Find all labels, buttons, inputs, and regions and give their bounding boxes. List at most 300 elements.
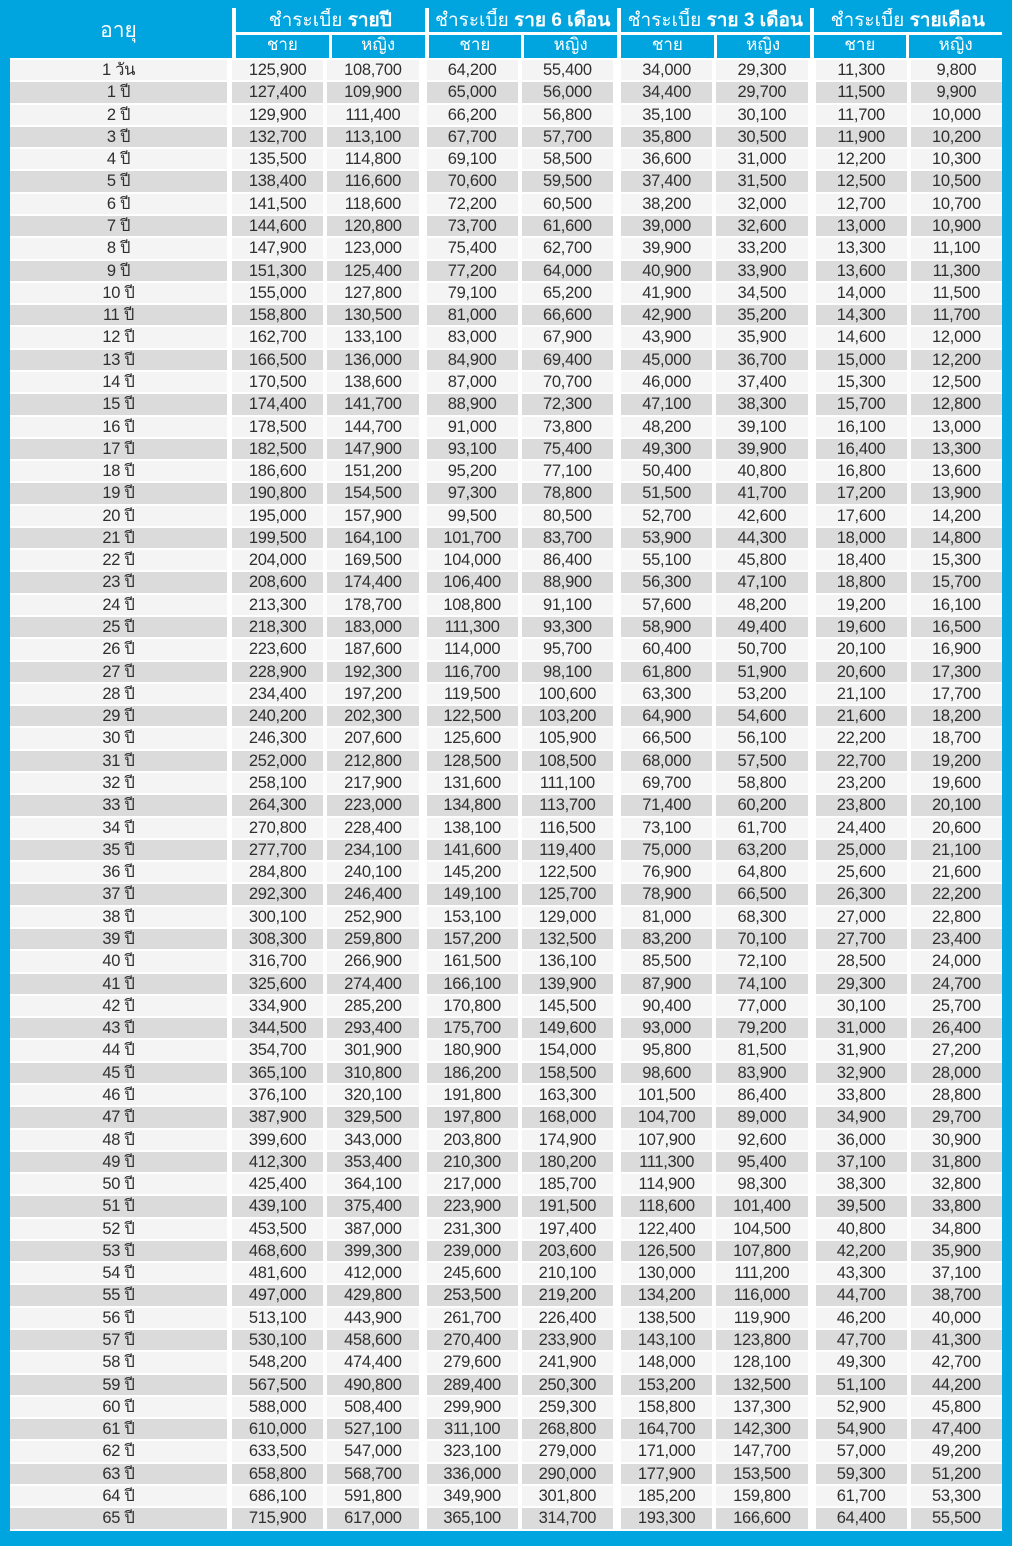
group-title-bold: ราย 3 เดือน: [706, 10, 803, 31]
premium-cell-male: 28,500: [816, 951, 907, 971]
group-cells: [816, 1241, 1003, 1261]
premium-cell-female: 147,900: [327, 439, 418, 459]
age-cell: 64 ปี: [10, 1486, 227, 1506]
premium-cell-male: 158,800: [621, 1397, 712, 1417]
group-cells: [621, 951, 808, 971]
group-header-monthly: [810, 8, 1003, 58]
premium-cell-female: 10,900: [911, 216, 1002, 236]
premium-cell-male: 47,700: [816, 1330, 907, 1350]
premium-cell-female: 42,700: [911, 1352, 1002, 1372]
premium-cell-male: 138,400: [232, 171, 323, 191]
premium-cell-female: 192,300: [327, 662, 418, 682]
premium-cell-male: 125,600: [427, 728, 518, 748]
premium-cell-female: 241,900: [522, 1352, 613, 1372]
premium-cell-female: 12,000: [911, 327, 1002, 347]
premium-cell-female: 180,200: [522, 1152, 613, 1172]
premium-cell-male: 279,600: [427, 1352, 518, 1372]
group-cells: [427, 1263, 614, 1283]
premium-cell-male: 19,600: [816, 617, 907, 637]
group-cells: [816, 350, 1003, 370]
table-row: [10, 1285, 1002, 1305]
premium-cell-male: 49,300: [816, 1352, 907, 1372]
premium-cell-male: 51,500: [621, 483, 712, 503]
premium-cell-female: 217,900: [327, 773, 418, 793]
premium-cell-male: 101,700: [427, 528, 518, 548]
premium-cell-female: 10,500: [911, 171, 1002, 191]
premium-cell-male: 182,500: [232, 439, 323, 459]
male-column-header: ชาย: [459, 35, 491, 54]
age-cell: 54 ปี: [10, 1263, 227, 1283]
group-cells: [816, 1397, 1003, 1417]
premium-cell-male: 90,400: [621, 996, 712, 1016]
premium-cell-female: 154,000: [522, 1040, 613, 1060]
group-cells: [621, 238, 808, 258]
group-cells: [816, 483, 1003, 503]
premium-cell-male: 52,700: [621, 506, 712, 526]
premium-cell-female: 136,100: [522, 951, 613, 971]
premium-cell-female: 108,700: [327, 60, 418, 80]
age-cell: 37 ปี: [10, 884, 227, 904]
premium-cell-male: 412,300: [232, 1152, 323, 1172]
premium-cell-female: 19,600: [911, 773, 1002, 793]
premium-cell-female: 10,000: [911, 105, 1002, 125]
premium-cell-female: 250,300: [522, 1375, 613, 1395]
premium-cell-female: 226,400: [522, 1308, 613, 1328]
premium-cell-female: 69,400: [522, 350, 613, 370]
group-cells: [232, 1285, 419, 1305]
premium-cell-female: 154,500: [327, 483, 418, 503]
premium-cell-female: 41,700: [716, 483, 807, 503]
premium-cell-male: 11,300: [816, 60, 907, 80]
premium-cell-female: 164,100: [327, 528, 418, 548]
premium-cell-female: 11,500: [911, 283, 1002, 303]
premium-cell-male: 715,900: [232, 1508, 323, 1528]
group-cells: [232, 884, 419, 904]
age-cell: 1 ปี: [10, 82, 227, 102]
premium-cell-male: 253,500: [427, 1285, 518, 1305]
group-cells: [816, 1085, 1003, 1105]
group-cells: [621, 171, 808, 191]
premium-cell-female: 129,000: [522, 907, 613, 927]
group-cells: [816, 394, 1003, 414]
group-cells: [427, 1085, 614, 1105]
group-cells: [232, 639, 419, 659]
age-cell: 41 ปี: [10, 974, 227, 994]
premium-cell-female: 116,600: [327, 171, 418, 191]
premium-cell-male: 35,100: [621, 105, 712, 125]
premium-cell-female: 64,000: [522, 261, 613, 281]
group-cells: [816, 238, 1003, 258]
table-row: [10, 149, 1002, 169]
group-cells: [232, 572, 419, 592]
premium-cell-male: 234,400: [232, 684, 323, 704]
table-row: [10, 1130, 1002, 1150]
premium-cell-male: 81,000: [621, 907, 712, 927]
age-cell: 51 ปี: [10, 1196, 227, 1216]
premium-cell-male: 151,300: [232, 261, 323, 281]
group-cells: [816, 283, 1003, 303]
premium-cell-male: 166,500: [232, 350, 323, 370]
premium-cell-female: 310,800: [327, 1063, 418, 1083]
premium-cell-female: 49,400: [716, 617, 807, 637]
group-cells: [816, 1419, 1003, 1439]
premium-cell-female: 63,200: [716, 840, 807, 860]
group-cells: [232, 617, 419, 637]
premium-cell-female: 31,800: [911, 1152, 1002, 1172]
premium-cell-male: 29,300: [816, 974, 907, 994]
premium-cell-male: 40,900: [621, 261, 712, 281]
premium-cell-male: 161,500: [427, 951, 518, 971]
table-row: [10, 1107, 1002, 1127]
premium-cell-male: 52,900: [816, 1397, 907, 1417]
group-cells: [427, 350, 614, 370]
premium-cell-female: 12,500: [911, 372, 1002, 392]
group-cells: [427, 773, 614, 793]
premium-cell-male: 174,400: [232, 394, 323, 414]
group-cells: [232, 1241, 419, 1261]
group-cells: [427, 572, 614, 592]
premium-cell-female: 301,800: [522, 1486, 613, 1506]
premium-cell-male: 17,600: [816, 506, 907, 526]
premium-cell-female: 157,900: [327, 506, 418, 526]
premium-cell-female: 57,500: [716, 751, 807, 771]
premium-cell-male: 344,500: [232, 1018, 323, 1038]
premium-cell-male: 21,600: [816, 706, 907, 726]
group-cells: [427, 105, 614, 125]
premium-cell-male: 45,000: [621, 350, 712, 370]
age-cell: 14 ปี: [10, 372, 227, 392]
premium-cell-male: 50,400: [621, 461, 712, 481]
group-cells: [232, 1107, 419, 1127]
premium-cell-male: 36,600: [621, 149, 712, 169]
premium-cell-male: 32,900: [816, 1063, 907, 1083]
premium-cell-female: 259,300: [522, 1397, 613, 1417]
premium-cell-female: 19,200: [911, 751, 1002, 771]
premium-cell-male: 149,100: [427, 884, 518, 904]
group-title-quarterly: [621, 8, 810, 35]
table-row: [10, 1352, 1002, 1372]
table-row: [10, 483, 1002, 503]
premium-cell-male: 155,000: [232, 283, 323, 303]
premium-cell-male: 349,900: [427, 1486, 518, 1506]
group-cells: [427, 60, 614, 80]
group-cells: [232, 996, 419, 1016]
premium-cell-female: 54,600: [716, 706, 807, 726]
age-cell: 44 ปี: [10, 1040, 227, 1060]
premium-cell-female: 343,000: [327, 1130, 418, 1150]
premium-cell-female: 329,500: [327, 1107, 418, 1127]
group-cells: [816, 1330, 1003, 1350]
premium-cell-male: 93,100: [427, 439, 518, 459]
group-cells: [427, 1018, 614, 1038]
group-cells: [427, 1508, 614, 1528]
premium-cell-female: 10,700: [911, 194, 1002, 214]
table-row: [10, 417, 1002, 437]
premium-cell-male: 37,100: [816, 1152, 907, 1172]
premium-cell-female: 120,800: [327, 216, 418, 236]
age-cell: 46 ปี: [10, 1085, 227, 1105]
table-row: [10, 996, 1002, 1016]
group-cells: [232, 595, 419, 615]
premium-cell-female: 58,800: [716, 773, 807, 793]
group-cells: [621, 1285, 808, 1305]
premium-cell-male: 153,200: [621, 1375, 712, 1395]
age-cell: 61 ปี: [10, 1419, 227, 1439]
group-cells: [816, 639, 1003, 659]
premium-cell-male: 425,400: [232, 1174, 323, 1194]
group-cells: [816, 1263, 1003, 1283]
premium-cell-male: 40,800: [816, 1219, 907, 1239]
age-column-header: อายุ: [100, 18, 137, 42]
premium-cell-female: 24,700: [911, 974, 1002, 994]
premium-cell-male: 129,900: [232, 105, 323, 125]
premium-cell-male: 79,100: [427, 283, 518, 303]
group-cells: [427, 951, 614, 971]
premium-cell-male: 530,100: [232, 1330, 323, 1350]
premium-cell-female: 59,500: [522, 171, 613, 191]
table-row: [10, 751, 1002, 771]
group-cells: [816, 1107, 1003, 1127]
group-cells: [621, 283, 808, 303]
premium-cell-male: 44,700: [816, 1285, 907, 1305]
group-cells: [621, 105, 808, 125]
table-row: [10, 1196, 1002, 1216]
table-row: [10, 394, 1002, 414]
premium-cell-male: 217,000: [427, 1174, 518, 1194]
group-cells: [621, 1130, 808, 1150]
table-row: [10, 327, 1002, 347]
premium-cell-female: 83,700: [522, 528, 613, 548]
group-cells: [427, 907, 614, 927]
age-cell: 33 ปี: [10, 795, 227, 815]
premium-cell-male: 126,500: [621, 1241, 712, 1261]
premium-cell-female: 37,400: [716, 372, 807, 392]
group-cells: [427, 394, 614, 414]
premium-cell-female: 12,200: [911, 350, 1002, 370]
premium-cell-male: 218,300: [232, 617, 323, 637]
group-cells: [232, 684, 419, 704]
premium-cell-female: 119,400: [522, 840, 613, 860]
group-cells: [621, 550, 808, 570]
premium-cell-male: 87,900: [621, 974, 712, 994]
group-cells: [621, 1375, 808, 1395]
premium-cell-female: 364,100: [327, 1174, 418, 1194]
group-cells: [232, 394, 419, 414]
premium-cell-male: 20,100: [816, 639, 907, 659]
premium-cell-female: 111,200: [716, 1263, 807, 1283]
age-cell: 1 วัน: [10, 60, 227, 80]
group-subheader-semiannual: [429, 35, 618, 58]
premium-cell-female: 13,900: [911, 483, 1002, 503]
premium-cell-female: 101,400: [716, 1196, 807, 1216]
table-row: [10, 127, 1002, 147]
group-cells: [427, 439, 614, 459]
premium-cell-male: 13,000: [816, 216, 907, 236]
table-row: [10, 506, 1002, 526]
group-title-prefix: ชำระเบี้ย: [268, 10, 348, 31]
table-row: [10, 461, 1002, 481]
premium-cell-female: 70,100: [716, 929, 807, 949]
premium-cell-female: 591,800: [327, 1486, 418, 1506]
premium-cell-male: 66,200: [427, 105, 518, 125]
premium-cell-male: 42,200: [816, 1241, 907, 1261]
premium-cell-male: 57,600: [621, 595, 712, 615]
premium-cell-male: 95,200: [427, 461, 518, 481]
premium-cell-female: 41,300: [911, 1330, 1002, 1350]
premium-cell-female: 240,100: [327, 862, 418, 882]
premium-cell-female: 20,100: [911, 795, 1002, 815]
group-cells: [621, 684, 808, 704]
premium-cell-female: 151,200: [327, 461, 418, 481]
premium-cell-female: 16,100: [911, 595, 1002, 615]
premium-cell-female: 132,500: [716, 1375, 807, 1395]
premium-cell-male: 252,000: [232, 751, 323, 771]
group-cells: [232, 862, 419, 882]
premium-cell-female: 104,500: [716, 1219, 807, 1239]
premium-cell-female: 103,200: [522, 706, 613, 726]
premium-cell-female: 202,300: [327, 706, 418, 726]
premium-cell-female: 314,700: [522, 1508, 613, 1528]
group-cells: [232, 907, 419, 927]
group-cells: [621, 751, 808, 771]
group-cells: [621, 1107, 808, 1127]
group-cells: [427, 305, 614, 325]
table-header: [10, 0, 1002, 58]
premium-cell-male: 180,900: [427, 1040, 518, 1060]
table-row: [10, 1219, 1002, 1239]
group-subheader-monthly: [814, 35, 1003, 58]
group-header-quarterly: [617, 8, 810, 58]
table-row: [10, 818, 1002, 838]
table-row: [10, 550, 1002, 570]
premium-cell-female: 159,800: [716, 1486, 807, 1506]
premium-cell-male: 11,500: [816, 82, 907, 102]
premium-cell-male: 311,100: [427, 1419, 518, 1439]
premium-cell-male: 138,500: [621, 1308, 712, 1328]
group-cells: [427, 1352, 614, 1372]
premium-cell-female: 290,000: [522, 1464, 613, 1484]
premium-cell-male: 34,400: [621, 82, 712, 102]
premium-cell-male: 336,000: [427, 1464, 518, 1484]
group-cells: [816, 216, 1003, 236]
premium-cell-male: 107,900: [621, 1130, 712, 1150]
premium-cell-female: 187,600: [327, 639, 418, 659]
group-cells: [232, 194, 419, 214]
age-cell: 32 ปี: [10, 773, 227, 793]
table-row: [10, 1085, 1002, 1105]
premium-cell-male: 38,300: [816, 1174, 907, 1194]
premium-cell-female: 141,700: [327, 394, 418, 414]
group-cells: [816, 417, 1003, 437]
premium-cell-male: 67,700: [427, 127, 518, 147]
premium-cell-male: 223,900: [427, 1196, 518, 1216]
premium-cell-female: 387,000: [327, 1219, 418, 1239]
group-cells: [427, 483, 614, 503]
group-title-bold: ราย 6 เดือน: [514, 10, 611, 31]
group-cells: [232, 795, 419, 815]
premium-cell-female: 38,700: [911, 1285, 1002, 1305]
premium-cell-male: 270,800: [232, 818, 323, 838]
age-cell: 36 ปี: [10, 862, 227, 882]
group-cells: [816, 105, 1003, 125]
premium-cell-female: 73,800: [522, 417, 613, 437]
group-cells: [816, 1352, 1003, 1372]
premium-cell-male: 289,400: [427, 1375, 518, 1395]
group-cells: [816, 550, 1003, 570]
premium-cell-male: 513,100: [232, 1308, 323, 1328]
premium-cell-female: 122,500: [522, 862, 613, 882]
premium-cell-female: 33,900: [716, 261, 807, 281]
premium-cell-female: 185,700: [522, 1174, 613, 1194]
group-cells: [621, 907, 808, 927]
premium-cell-male: 170,500: [232, 372, 323, 392]
group-cells: [621, 617, 808, 637]
group-cells: [232, 1508, 419, 1528]
age-cell: 15 ปี: [10, 394, 227, 414]
premium-cell-male: 686,100: [232, 1486, 323, 1506]
group-subheader-quarterly: [621, 35, 810, 58]
premium-cell-female: 77,100: [522, 461, 613, 481]
premium-table-body: [10, 58, 1002, 1531]
premium-cell-male: 97,300: [427, 483, 518, 503]
group-cells: [427, 1397, 614, 1417]
premium-cell-male: 95,800: [621, 1040, 712, 1060]
premium-cell-female: 13,000: [911, 417, 1002, 437]
premium-cell-female: 111,400: [327, 105, 418, 125]
group-cells: [621, 1085, 808, 1105]
premium-cell-male: 316,700: [232, 951, 323, 971]
premium-cell-female: 219,200: [522, 1285, 613, 1305]
premium-cell-male: 610,000: [232, 1419, 323, 1439]
premium-cell-male: 178,500: [232, 417, 323, 437]
premium-cell-male: 258,100: [232, 773, 323, 793]
table-row: [10, 439, 1002, 459]
age-cell: 39 ปี: [10, 929, 227, 949]
premium-cell-male: 166,100: [427, 974, 518, 994]
group-cells: [427, 728, 614, 748]
premium-cell-female: 228,400: [327, 818, 418, 838]
premium-cell-female: 31,000: [716, 149, 807, 169]
premium-cell-male: 114,000: [427, 639, 518, 659]
table-row: [10, 1040, 1002, 1060]
premium-cell-female: 568,700: [327, 1464, 418, 1484]
age-cell: 11 ปี: [10, 305, 227, 325]
premium-cell-female: 32,600: [716, 216, 807, 236]
group-cells: [816, 261, 1003, 281]
premium-cell-male: 14,000: [816, 283, 907, 303]
premium-cell-female: 77,000: [716, 996, 807, 1016]
premium-cell-female: 109,900: [327, 82, 418, 102]
age-cell: 21 ปี: [10, 528, 227, 548]
premium-cell-male: 24,400: [816, 818, 907, 838]
premium-cell-male: 323,100: [427, 1441, 518, 1461]
premium-cell-male: 16,400: [816, 439, 907, 459]
group-cells: [232, 1308, 419, 1328]
age-cell: 28 ปี: [10, 684, 227, 704]
premium-cell-female: 61,700: [716, 818, 807, 838]
premium-cell-male: 231,300: [427, 1219, 518, 1239]
table-row: [10, 1419, 1002, 1439]
premium-cell-female: 234,100: [327, 840, 418, 860]
premium-cell-female: 123,800: [716, 1330, 807, 1350]
premium-cell-female: 45,800: [911, 1397, 1002, 1417]
premium-cell-female: 144,700: [327, 417, 418, 437]
premium-cell-male: 20,600: [816, 662, 907, 682]
premium-cell-male: 325,600: [232, 974, 323, 994]
table-row: [10, 728, 1002, 748]
age-cell: 8 ปี: [10, 238, 227, 258]
group-cells: [621, 572, 808, 592]
